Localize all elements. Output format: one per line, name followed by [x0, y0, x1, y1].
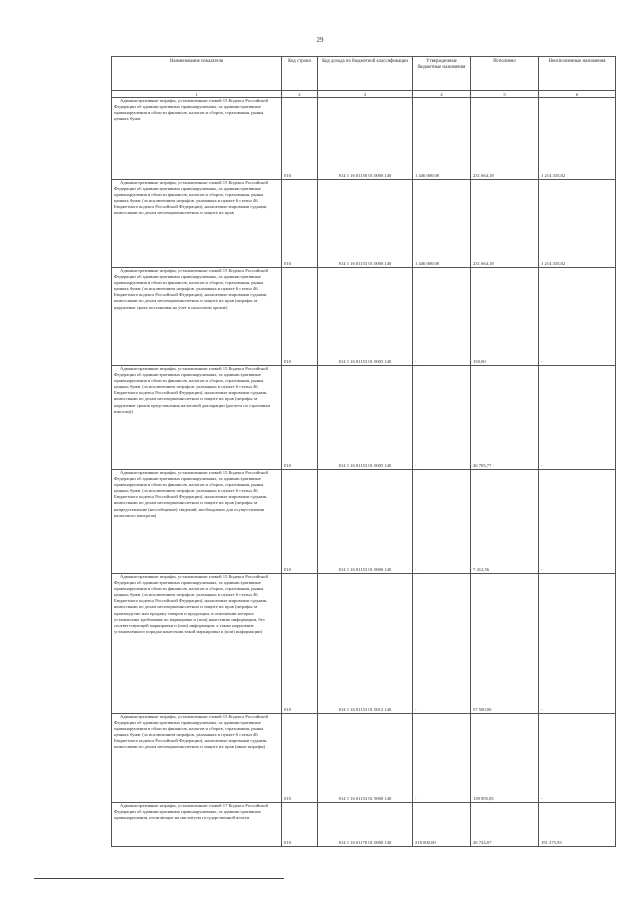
row-name-cell	[112, 803, 282, 847]
column-number: 2	[282, 91, 318, 98]
row-income-code: 814 1 16 01153 01 9000 140	[318, 714, 413, 803]
row-line-code: 010	[282, 714, 318, 803]
row-income-code: 814 1 16 01153 01 0012 140	[318, 574, 413, 714]
row-unexecuted: -	[539, 574, 616, 714]
row-name-cell	[112, 268, 282, 366]
row-income-code: 814 1 16 01153 01 0003 140	[318, 268, 413, 366]
row-executed: 7 412,56	[471, 470, 539, 574]
row-line-code: 010	[282, 180, 318, 268]
row-executed: 231 664,18	[471, 98, 539, 180]
row-unexecuted: 1 214 335,82	[539, 98, 616, 180]
row-name: Административные штрафы, установленные главой 15 Кодекса Российской Федерации об административных правонарушениях, за административные правонарушения в области финансов, налогов и сборов, страхования, рынка ценных бумаг	[114, 98, 268, 122]
table-row	[112, 470, 616, 574]
row-name: Административные штрафы, установленные главой 15 Кодекса Российской Федерации об административных правонарушениях, за административные правонарушения в области финансов, налогов и сборов, страхования, рынка ценных бумаг (за исключением штрафов, указанных в пункте 6 статьи 46 Бюджетного кодекса Российской Федерации), налагаемые мировыми судьями, комиссиями по делам несовершеннолетних и защите их прав	[114, 180, 268, 216]
row-approved: 218 000,00	[413, 803, 471, 847]
column-number: 4	[413, 91, 471, 98]
header-income-code: Код дохода по бюджетной классификации	[318, 57, 413, 91]
row-income-code: 814 1 16 01153 01 0006 140	[318, 470, 413, 574]
row-executed: 26 705,77	[471, 366, 539, 470]
row-approved: -	[413, 470, 471, 574]
header-row	[112, 57, 616, 91]
header-executed: Исполнено	[471, 57, 539, 91]
row-income-code: 814 1 16 01150 01 0000 140	[318, 98, 413, 180]
column-number-row	[112, 91, 616, 98]
row-unexecuted: 191 275,93	[539, 803, 616, 847]
row-executed: 57 500,00	[471, 574, 539, 714]
row-name: Административные штрафы, установленные главой 15 Кодекса Российской Федерации об административных правонарушениях, за административные правонарушения в области финансов, налогов и сборов, страхования, рынка ценных бумаг (за исключением штрафов, указанных в пункте 6 статьи 46 Бюджетного кодекса Российской Федерации), налагаемые мировыми судьями, комиссиями по делам несовершеннолетних и защите их прав (штрафы за нарушение срока постановки на учет в налоговом органе)	[114, 268, 268, 310]
row-approved: -	[413, 366, 471, 470]
row-unexecuted: -	[539, 268, 616, 366]
column-number: 5	[471, 91, 539, 98]
table-row	[112, 803, 616, 847]
row-name: Административные штрафы, установленные главой 17 Кодекса Российской Федерации об административных правонарушениях, за административные правонарушения, посягающие на институты государственной власти	[114, 803, 268, 821]
table-row	[112, 98, 616, 180]
row-income-code: 814 1 16 01170 01 0000 140	[318, 803, 413, 847]
table-row	[112, 180, 616, 268]
row-income-code: 814 1 16 01153 01 0005 140	[318, 366, 413, 470]
row-executed: 139 895,85	[471, 714, 539, 803]
header-unexecuted: Неисполненные назначения	[539, 57, 616, 91]
table-row	[112, 714, 616, 803]
row-approved: 1 446 000,00	[413, 180, 471, 268]
row-executed: 231 664,18	[471, 180, 539, 268]
row-name-cell	[112, 574, 282, 714]
column-number: 6	[539, 91, 616, 98]
row-approved: 1 446 000,00	[413, 98, 471, 180]
column-number: 3	[318, 91, 413, 98]
table-row	[112, 366, 616, 470]
row-line-code: 010	[282, 366, 318, 470]
row-income-code: 814 1 16 01153 01 0000 140	[318, 180, 413, 268]
row-name-cell	[112, 366, 282, 470]
page-number: 29	[316, 36, 324, 44]
row-unexecuted: -	[539, 714, 616, 803]
row-approved: -	[413, 268, 471, 366]
row-executed: 26 724,07	[471, 803, 539, 847]
footnote-separator-line	[34, 878, 284, 879]
row-unexecuted: -	[539, 366, 616, 470]
header-line-code: Код строки	[282, 57, 318, 91]
row-name: Административные штрафы, установленные главой 15 Кодекса Российской Федерации об административных правонарушениях, за административные правонарушения в области финансов, налогов и сборов, страхования, рынка ценных бумаг (за исключением штрафов, указанных в пункте 6 статьи 46 Бюджетного кодекса Российской Федерации), налагаемые мировыми судьями, комиссиями по делам несовершеннолетних и защите их прав (иные штрафы)	[114, 714, 268, 750]
row-line-code: 010	[282, 574, 318, 714]
row-approved: -	[413, 574, 471, 714]
row-name: Административные штрафы, установленные главой 15 Кодекса Российской Федерации об административных правонарушениях, за административные правонарушения в области финансов, налогов и сборов, страхования, рынка ценных бумаг (за исключением штрафов, указанных в пункте 6 статьи 46 Бюджетного кодекса Российской Федерации), налагаемые мировыми судьями, комиссиями по делам несовершеннолетних и защите их прав (штрафы за нарушение сроков представления налоговой декларации (расчета по страховым взносам))	[114, 366, 271, 414]
header-name: Наименование показателя	[112, 57, 282, 91]
row-name: Административные штрафы, установленные главой 15 Кодекса Российской Федерации об административных правонарушениях, за административные правонарушения в области финансов, налогов и сборов, страхования, рынка ценных бумаг (за исключением штрафов, указанных в пункте 6 статьи 46 Бюджетного кодекса Российской Федерации), налагаемые мировыми судьями, комиссиями по делам несовершеннолетних и защите их прав (штрафы за непредставление (несообщение) сведений, необходимых для осуществления налогового контроля)	[114, 470, 268, 518]
row-line-code: 010	[282, 803, 318, 847]
row-unexecuted: -	[539, 470, 616, 574]
table-row	[112, 268, 616, 366]
column-number: 1	[112, 91, 282, 98]
row-unexecuted: 1 214 335,82	[539, 180, 616, 268]
budget-execution-table	[111, 56, 616, 847]
row-line-code: 010	[282, 470, 318, 574]
row-name-cell	[112, 714, 282, 803]
header-approved: Утвержденные бюджетные назначения	[413, 57, 471, 91]
table-row	[112, 574, 616, 714]
row-executed: 150,00	[471, 268, 539, 366]
row-name-cell	[112, 98, 282, 180]
row-name: Административные штрафы, установленные главой 15 Кодекса Российской Федерации об административных правонарушениях, за административные правонарушения в области финансов, налогов и сборов, страхования, рынка ценных бумаг (за исключением штрафов, указанных в пункте 6 статьи 46 Бюджетного кодекса Российской Федерации), налагаемые мировыми судьями, комиссиями по делам несовершеннолетних и защите их прав (штрафы за производство или продажу товаров и продукции, в отношении которых установлены требования по маркировке и (или) нанесению информации, без соответствующей маркировки и (или) информации, а также нарушение установленного порядка нанесения такой маркировки и (или) информации)	[114, 574, 268, 634]
row-approved: -	[413, 714, 471, 803]
row-line-code: 010	[282, 98, 318, 180]
row-name-cell	[112, 470, 282, 574]
row-name-cell	[112, 180, 282, 268]
row-line-code: 010	[282, 268, 318, 366]
